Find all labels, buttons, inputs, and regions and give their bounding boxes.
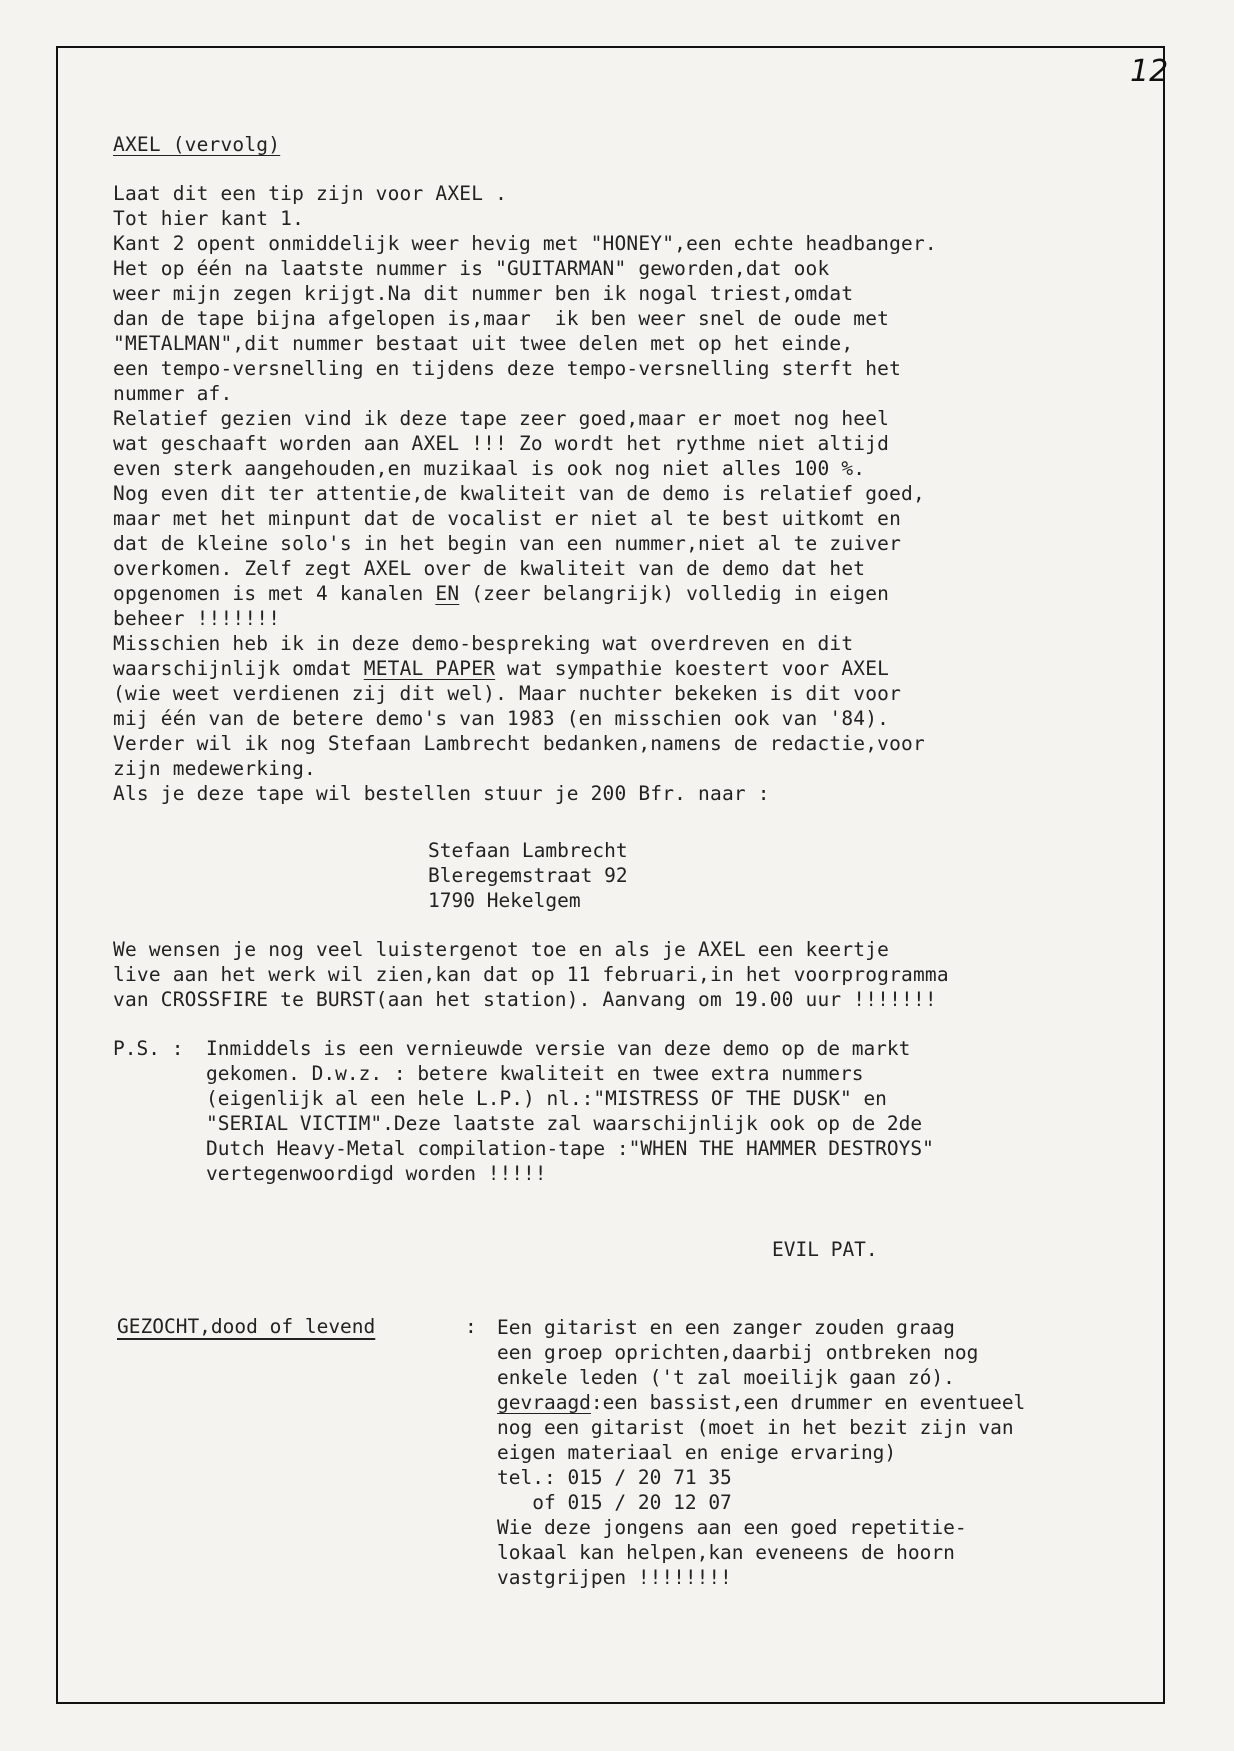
wanted-heading-label: GEZOCHT,dood of levend: [117, 1315, 376, 1338]
article-line: wat geschaaft worden aan AXEL !!! Zo wordt het rythme niet altijd: [113, 432, 890, 455]
article-line: dat de kleine solo's in het begin van een nummer,niet al te zuiver: [113, 532, 902, 555]
article-line: even sterk aangehouden,en muzikaal is ook nog niet alles 100 %.: [113, 457, 866, 480]
article-line: mij één van de betere demo's van 1983 (en misschien ook van '84).: [113, 707, 890, 730]
page-number: 12: [1130, 54, 1169, 89]
address-line: Stefaan Lambrecht: [428, 839, 628, 862]
wanted-line: Een gitarist en een zanger zouden graag: [497, 1316, 955, 1339]
outro-line: live aan het werk wil zien,kan dat op 11 februari,in het voorprogramma: [113, 963, 949, 986]
wanted-line: enkele leden ('t zal moeilijk gaan zó).: [497, 1366, 955, 1389]
address-block: [428, 838, 628, 913]
wanted-heading: [117, 1315, 375, 1338]
wanted-line: eigen materiaal en enige ervaring): [497, 1441, 897, 1464]
ps-line: Inmiddels is een vernieuwde versie van deze demo op de markt: [206, 1037, 911, 1060]
article-heading: AXEL (vervolg): [113, 133, 281, 156]
article-line: nummer af.: [113, 382, 233, 405]
article-line: Laat dit een tip zijn voor AXEL .: [113, 182, 508, 205]
article-line: Misschien heb ik in deze demo-bespreking wat overdreven en dit: [113, 632, 854, 655]
wanted-line: tel.: 015 / 20 71 35: [497, 1466, 732, 1489]
wanted-line: of 015 / 20 12 07: [497, 1491, 732, 1514]
ps-line: gekomen. D.w.z. : betere kwaliteit en twee extra nummers: [206, 1062, 864, 1085]
ps-line: vertegenwoordigd worden !!!!!: [206, 1162, 547, 1185]
article-line: Als je deze tape wil bestellen stuur je 200 Bfr. naar :: [113, 782, 770, 805]
wanted-line: gevraagd:een bassist,een drummer en eventueel: [497, 1391, 1026, 1414]
ps-line: Dutch Heavy-Metal compilation-tape :"WHEN THE HAMMER DESTROYS": [206, 1137, 934, 1160]
article-line: een tempo-versnelling en tijdens deze tempo-versnelling sterft het: [113, 357, 902, 380]
wanted-line: Wie deze jongens aan een goed repetitie-: [497, 1516, 967, 1539]
article-line: Relatief gezien vind ik deze tape zeer goed,maar er moet nog heel: [113, 407, 890, 430]
article-line: overkomen. Zelf zegt AXEL over de kwaliteit van de demo dat het: [113, 557, 866, 580]
article-body: [113, 181, 937, 806]
wanted-line: een groep oprichten,daarbij ontbreken nog: [497, 1341, 979, 1364]
article-outro: [113, 937, 949, 1012]
article-line: weer mijn zegen krijgt.Na dit nummer ben ik nogal triest,omdat: [113, 282, 854, 305]
outro-line: We wensen je nog veel luistergenot toe en als je AXEL een keertje: [113, 938, 890, 961]
wanted-line: lokaal kan helpen,kan eveneens de hoorn: [497, 1541, 955, 1564]
article-line: Tot hier kant 1.: [113, 207, 305, 230]
wanted-body: [497, 1315, 1025, 1590]
ps-line: (eigenlijk al een hele L.P.) nl.:"MISTRESS OF THE DUSK" en: [206, 1087, 887, 1110]
article-line: zijn medewerking.: [113, 757, 316, 780]
ps-line: "SERIAL VICTIM".Deze laatste zal waarschijnlijk ook op de 2de: [206, 1112, 923, 1135]
address-line: 1790 Hekelgem: [428, 889, 581, 912]
signature: EVIL PAT.: [772, 1238, 878, 1261]
article-line: Nog even dit ter attentie,de kwaliteit van de demo is relatief goed,: [113, 482, 925, 505]
article-line: "METALMAN",dit nummer bestaat uit twee delen met op het einde,: [113, 332, 854, 355]
ps-label: P.S. :: [113, 1037, 184, 1060]
article-line: Het op één na laatste nummer is "GUITARMAN" geworden,dat ook: [113, 257, 830, 280]
outro-line: van CROSSFIRE te BURST(aan het station). Aanvang om 19.00 uur !!!!!!!: [113, 988, 937, 1011]
article-line: Verder wil ik nog Stefaan Lambrecht bedanken,namens de redactie,voor: [113, 732, 925, 755]
article-line: dan de tape bijna afgelopen is,maar ik ben weer snel de oude met: [113, 307, 890, 330]
address-line: Bleregemstraat 92: [428, 864, 628, 887]
article-line: opgenomen is met 4 kanalen EN (zeer belangrijk) volledig in eigen: [113, 582, 890, 605]
article-line: beheer !!!!!!!: [113, 607, 281, 630]
ps-body: [206, 1036, 934, 1186]
wanted-separator: :: [465, 1315, 477, 1338]
wanted-line: vastgrijpen !!!!!!!!: [497, 1566, 732, 1589]
article-line: (wie weet verdienen zij dit wel). Maar nuchter bekeken is dit voor: [113, 682, 902, 705]
wanted-line: nog een gitarist (moet in het bezit zijn van: [497, 1416, 1014, 1439]
article-line: waarschijnlijk omdat METAL PAPER wat sympathie koestert voor AXEL: [113, 657, 890, 680]
article-line: maar met het minpunt dat de vocalist er niet al te best uitkomt en: [113, 507, 902, 530]
article-line: Kant 2 opent onmiddelijk weer hevig met "HONEY",een echte headbanger.: [113, 232, 937, 255]
